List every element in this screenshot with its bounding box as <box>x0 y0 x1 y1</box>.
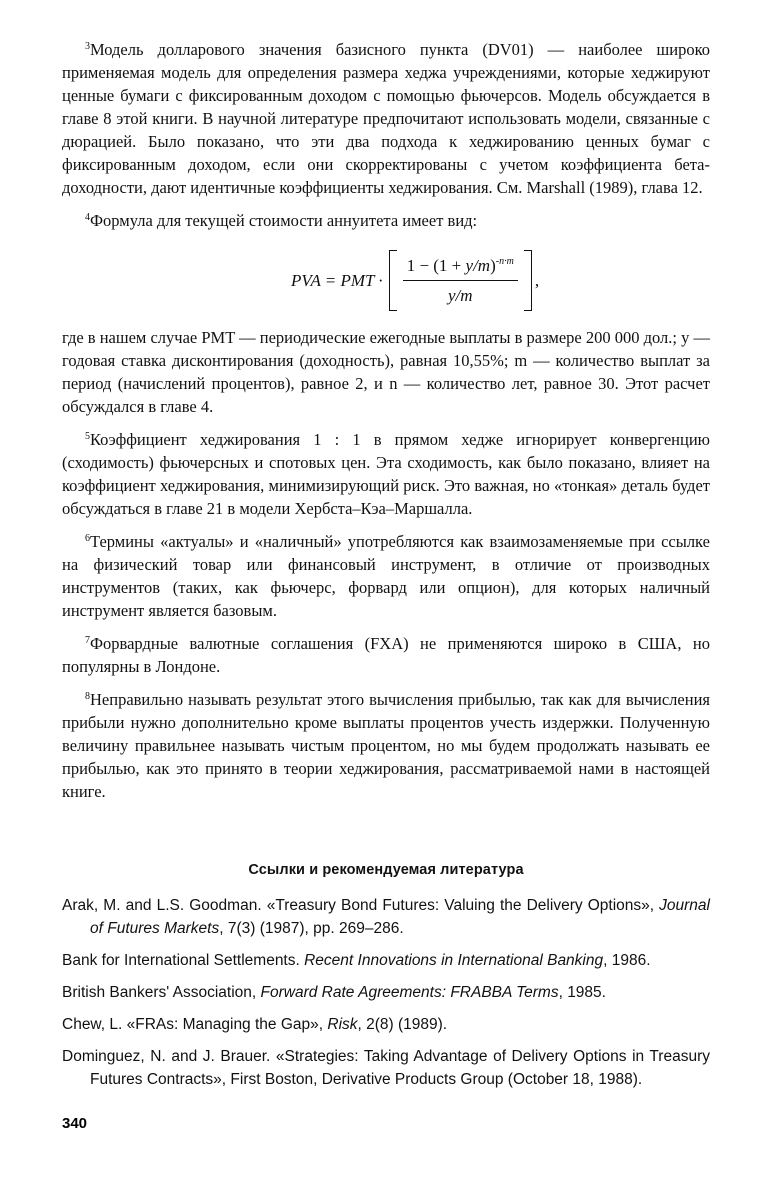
footnote-text: Модель долларового значения базисного пункта (DV01) — наиболее широко применяемая модель для определения размера хеджа учреждениями, которые хеджируют ценные бумаги с фиксированным доходом с помощью фьючерсов. Модель обсуждается в главе 8 этой книги. В научной литературе предпочитают использовать модели, связанные с дюрацией. Было показано, что эти два подхода к хеджированию ценных бумаг с фиксированным доходом, если они скорректированы с учетом коэффициента бета-доходности, дают идентичные коэффициенты хеджирования. См. Marshall (1989), глава 12. <box>62 40 710 197</box>
footnote-8 <box>62 688 710 803</box>
formula-bracket <box>389 250 532 311</box>
ref-source: Forward Rate Agreements: FRABBA Terms <box>260 984 559 1001</box>
formula-exponent: -n·m <box>495 255 514 267</box>
right-bracket <box>524 250 532 311</box>
reference-item <box>62 1045 710 1091</box>
footnote-mark: 7 <box>85 635 90 646</box>
footnote-4 <box>62 209 710 232</box>
ref-text: Arak, M. and L.S. Goodman. «Treasury Bond Futures: Valuing the Delivery Options», <box>62 897 660 914</box>
footnote-text: Форвардные валютные соглашения (FXA) не применяются широко в США, но популярны в Лондоне. <box>62 634 710 676</box>
ref-source: Recent Innovations in International Banking <box>304 952 604 969</box>
ref-source: Journal of Futures Markets <box>90 897 710 937</box>
ref-text: Bank for International Settlements. <box>62 952 305 969</box>
reference-item <box>62 981 710 1004</box>
formula-fraction <box>397 250 524 311</box>
numerator-start: 1 − (1 + <box>406 255 466 275</box>
reference-item <box>62 949 710 972</box>
footnote-mark: 6 <box>85 533 90 544</box>
formula-lhs: PVA = PMT · <box>290 270 383 290</box>
formula-numerator <box>403 254 518 281</box>
reference-item <box>62 1013 710 1036</box>
formula-denominator: y/m <box>447 285 473 305</box>
page-number: 340 <box>62 1115 88 1132</box>
footnote-7 <box>62 632 710 678</box>
ref-text: British Bankers' Association, <box>62 984 261 1001</box>
ref-details: , 2(8) (1989). <box>357 1016 448 1033</box>
footnote-mark: 3 <box>85 41 90 52</box>
formula-comma: , <box>534 270 540 290</box>
ref-details: , 7(3) (1987), pp. 269–286. <box>219 920 404 937</box>
ref-source: Risk <box>327 1016 358 1033</box>
footnote-text: Коэффициент хеджирования 1 : 1 в прямом хедже игнорирует конвергенцию (сходимость) фьючерсных и спотовых цен. Эта сходимость, как было показано, влияет на коэффициент хеджирования, минимизирующий риск. Это важная, но «тонкая» деталь будет обсуждаться в главе 21 в модели Хербста–Кэа–Маршалла. <box>62 430 710 518</box>
ref-text: Chew, L. «FRAs: Managing the Gap», <box>62 1016 328 1033</box>
footnote-text: Термины «актуалы» и «наличный» употребляются как взаимозаменяемые при ссылке на физический товар или финансовый инструмент, в отличие от производных инструментов (таких, как фьючерс, форвард или опцион), для которых наличный инструмент является базовым. <box>62 532 710 620</box>
left-bracket <box>389 250 397 311</box>
ref-details: , 1985. <box>558 984 606 1001</box>
reference-item <box>62 894 710 940</box>
ref-details: , 1986. <box>603 952 651 969</box>
footnote-text: Формула для текущей стоимости аннуитета имеет вид: <box>90 211 478 230</box>
annuity-formula <box>120 242 710 318</box>
ref-text: Dominguez, N. and J. Brauer. «Strategies: Taking Advantage of Delivery Options in Treasury Futures Contracts», First Boston, Derivative Products Group (October 18, 1988). <box>62 1048 710 1088</box>
page-content <box>62 38 710 1100</box>
footnote-mark: 8 <box>85 691 90 702</box>
numerator-var: y/m <box>465 255 491 275</box>
numerator-end: ) <box>490 255 496 275</box>
footnote-4-continued: где в нашем случае PMT — периодические ежегодные выплаты в размере 200 000 дол.; y — годовая ставка дисконтирования (доходность), равная 10,55%; m — количество выплат за период (начислений процентов), равное 2, и n — количество лет, равное 30. Этот расчет обсуждался в главе 4. <box>62 328 710 416</box>
footnote-3 <box>62 38 710 199</box>
footnote-6 <box>62 530 710 622</box>
references-heading: Ссылки и рекомендуемая литература <box>248 862 524 878</box>
footnote-5 <box>62 428 710 520</box>
footnote-mark: 5 <box>85 431 90 442</box>
footnote-mark: 4 <box>85 212 90 223</box>
footnote-text: Неправильно называть результат этого вычисления прибылью, так как для вычисления прибыли нужно дополнительно кроме выплаты процентов учесть издержки. Полученную величину правильнее называть чистым процентом, но мы будем продолжать называть ее прибылью, как это принято в теории хеджирования, рассматриваемой нами в настоящей книге. <box>62 690 710 801</box>
